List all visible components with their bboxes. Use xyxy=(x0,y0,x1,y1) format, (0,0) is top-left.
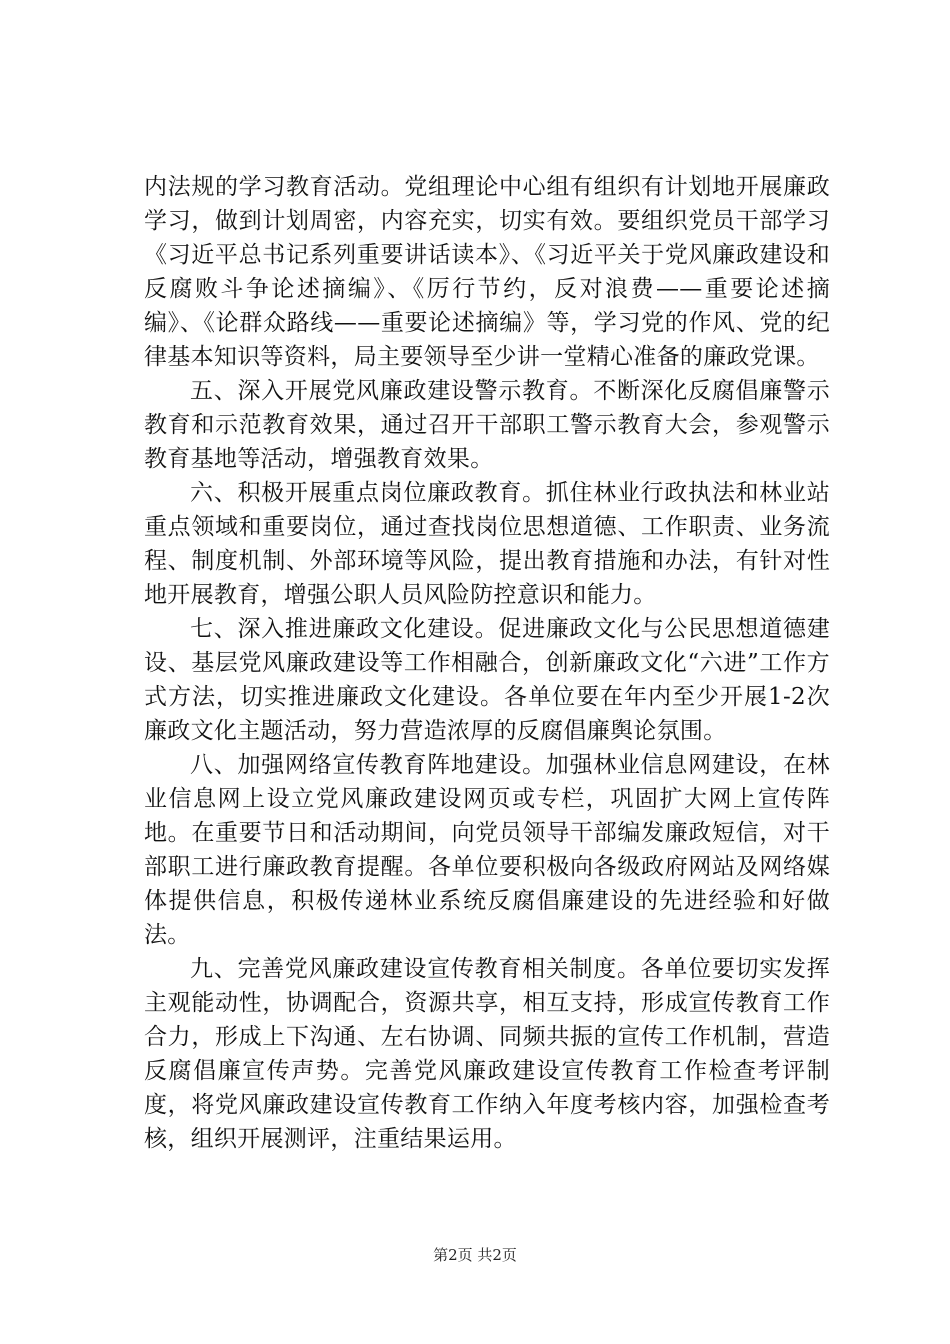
paragraph-continuation: 内法规的学习教育活动。党组理论中心组有组织有计划地开展廉政学习，做到计划周密，内容充实，切实有效。要组织党员干部学习《习近平总书记系列重要讲话读本》、《习近平关于党风廉政建设和反腐败斗争论述摘编》、《厉行节约，反对浪费——重要论述摘编》、《论群众路线——重要论述摘编》等，学习党的作风、党的纪律基本知识等资料，局主要领导至少讲一堂精心准备的廉政党课。 xyxy=(144,174,830,370)
paragraph-item-8: 八、加强网络宣传教育阵地建设。加强林业信息网建设，在林业信息网上设立党风廉政建设网页或专栏，巩固扩大网上宣传阵地。在重要节日和活动期间，向党员领导干部编发廉政短信，对干部职工进行廉政教育提醒。各单位要积极向各级政府网站及网络媒体提供信息，积极传递林业系统反腐倡廉建设的先进经验和好做法。 xyxy=(144,752,830,948)
page-number-footer: 第2页 共2页 xyxy=(433,1246,517,1264)
paragraph-item-6: 六、积极开展重点岗位廉政教育。抓住林业行政执法和林业站重点领域和重要岗位，通过查找岗位思想道德、工作职责、业务流程、制度机制、外部环境等风险，提出教育措施和办法，有针对性地开展教育，增强公职人员风险防控意识和能力。 xyxy=(144,480,830,608)
document-body xyxy=(144,170,830,1156)
paragraph-item-9: 九、完善党风廉政建设宣传教育相关制度。各单位要切实发挥主观能动性，协调配合，资源共享，相互支持，形成宣传教育工作合力，形成上下沟通、左右协调、同频共振的宣传工作机制，营造反腐倡廉宣传声势。完善党风廉政建设宣传教育工作检查考评制度，将党风廉政建设宣传教育工作纳入年度考核内容，加强检查考核，组织开展测评，注重结果运用。 xyxy=(144,956,830,1152)
paragraph-item-5: 五、深入开展党风廉政建设警示教育。不断深化反腐倡廉警示教育和示范教育效果，通过召开干部职工警示教育大会，参观警示教育基地等活动，增强教育效果。 xyxy=(144,378,830,472)
paragraph-item-7: 七、深入推进廉政文化建设。促进廉政文化与公民思想道德建设、基层党风廉政建设等工作相融合，创新廉政文化“六进”工作方式方法，切实推进廉政文化建设。各单位要在年内至少开展1-2次廉政文化主题活动，努力营造浓厚的反腐倡廉舆论氛围。 xyxy=(144,616,830,744)
